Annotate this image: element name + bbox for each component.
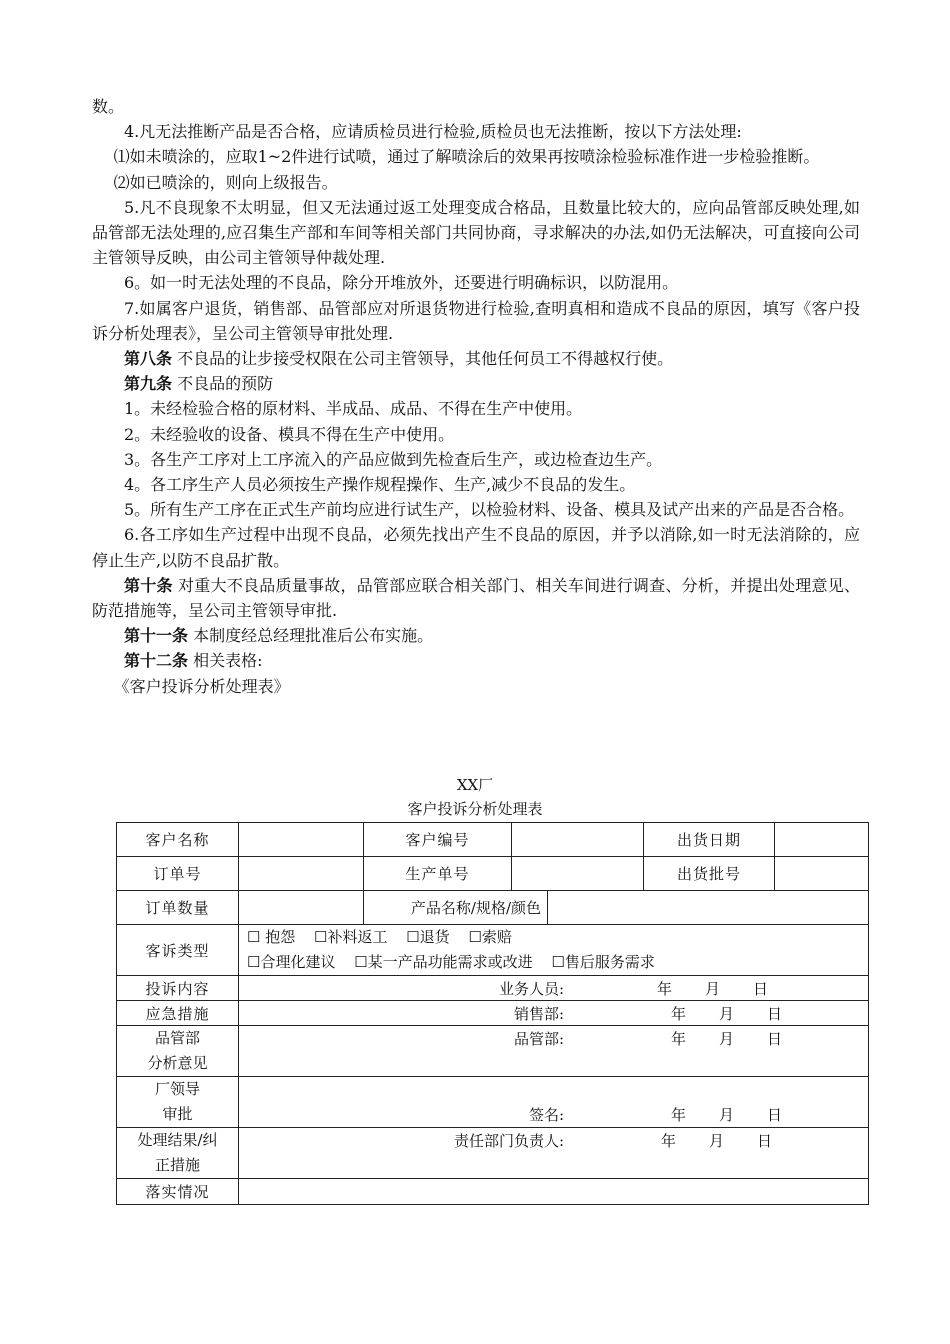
handling-result-line-2: 正措施 bbox=[154, 1156, 200, 1174]
complaint-type-label: 客诉类型 bbox=[117, 925, 239, 976]
emergency-cell[interactable] bbox=[239, 1001, 869, 1026]
checkbox-complain[interactable]: ☐ 抱怨 bbox=[247, 928, 296, 946]
responsible-label: 责任部门负责人: bbox=[453, 1132, 564, 1150]
article-title: 第八条 bbox=[124, 349, 173, 369]
sales-dept-label: 销售部: bbox=[513, 1004, 564, 1023]
paragraph: 4.凡无法推断产品是否合格，应请质检员进行检验,质检员也无法推断，按以下方法处理: bbox=[124, 122, 742, 142]
paragraph: 5.凡不良现象不太明显，但又无法通过返工处理变成合格品，且数量比较大的，应向品管部反映处理,如品管部无法处理的,应召集生产部和车间等相关部门共同协商，寻求解决的办法,如仍无法解决，可直接向公司主管领导反映，由公司主管领导仲裁处理. bbox=[92, 197, 860, 268]
year-label: 年 bbox=[670, 1106, 686, 1124]
checkbox-return[interactable]: ☐退货 bbox=[406, 928, 450, 946]
customer-no-cell[interactable] bbox=[512, 823, 644, 857]
article-text: 不良品的预防 bbox=[172, 374, 274, 394]
qc-dept-label: 品管部: bbox=[513, 1030, 564, 1048]
checkbox-suggestion[interactable]: ☐合理化建议 bbox=[247, 953, 336, 971]
article-8 bbox=[92, 346, 860, 371]
ship-batch-cell[interactable] bbox=[775, 857, 869, 891]
article-title: 第十一条 bbox=[124, 626, 189, 646]
implementation-label: 落实情况 bbox=[117, 1179, 239, 1205]
customer-name-cell[interactable] bbox=[239, 823, 364, 857]
factory-approval-label bbox=[117, 1077, 239, 1128]
handling-result-label bbox=[117, 1128, 239, 1179]
year-label: 年 bbox=[656, 979, 672, 998]
order-qty-label: 订单数量 bbox=[117, 891, 239, 925]
article-title: 第十二条 bbox=[124, 651, 189, 671]
order-qty-cell[interactable] bbox=[239, 891, 364, 925]
handling-result-cell[interactable] bbox=[239, 1128, 869, 1179]
body-text bbox=[92, 94, 860, 699]
month-label: 月 bbox=[704, 979, 720, 998]
year-label: 年 bbox=[660, 1132, 676, 1150]
day-label: 日 bbox=[752, 979, 768, 998]
factory-approval-cell[interactable] bbox=[239, 1077, 869, 1128]
paragraph: ⑴如未喷涂的，应取1~2件进行试喷，通过了解喷涂后的效果再按喷涂检验标准作进一步检验推断。 bbox=[113, 147, 820, 167]
options-row-2 bbox=[247, 950, 862, 975]
product-spec-label: 产品名称/规格/颜色 bbox=[364, 891, 548, 925]
year-label: 年 bbox=[670, 1030, 686, 1048]
list-item: 6.各工序如生产过程中出现不良品，必须先找出产生不良品的原因，并予以消除,如一时无法消除的，应停止生产,以防不良品扩散。 bbox=[92, 525, 860, 570]
factory-name: XX厂 bbox=[456, 776, 494, 794]
sales-person-label: 业务人员: bbox=[498, 979, 564, 998]
qc-opinion-line-1: 品管部 bbox=[154, 1029, 200, 1047]
checkbox-claim[interactable]: ☐索赔 bbox=[468, 928, 512, 946]
paragraph: 7.如属客户退货，销售部、品管部应对所退货物进行检验,查明真相和造成不良品的原因，填写《客户投诉分析处理表》，呈公司主管领导审批处理. bbox=[92, 298, 860, 343]
article-text: 相关表格: bbox=[188, 651, 263, 671]
qc-opinion-cell[interactable] bbox=[239, 1026, 869, 1077]
factory-approval-line-1: 厂领导 bbox=[154, 1080, 200, 1098]
checkbox-feature-request[interactable]: ☐某一产品功能需求或改进 bbox=[354, 953, 533, 971]
article-text: 本制度经总经理批准后公布实施。 bbox=[188, 626, 434, 646]
article-title: 第十条 bbox=[124, 575, 173, 595]
list-item: 2。未经验收的设备、模具不得在生产中使用。 bbox=[124, 424, 455, 444]
list-item: 4。各工序生产人员必须按生产操作规程操作、生产,减少不良品的发生。 bbox=[124, 475, 636, 495]
implementation-cell[interactable] bbox=[239, 1179, 869, 1205]
production-no-cell[interactable] bbox=[512, 857, 644, 891]
product-spec-cell[interactable] bbox=[548, 891, 869, 925]
month-label: 月 bbox=[718, 1106, 734, 1124]
ship-date-label: 出货日期 bbox=[644, 823, 775, 857]
article-11 bbox=[92, 623, 860, 648]
handling-result-line-1: 处理结果/纠 bbox=[137, 1131, 218, 1149]
qc-opinion-label bbox=[117, 1026, 239, 1077]
month-label: 月 bbox=[718, 1004, 734, 1023]
complaint-form-table bbox=[116, 822, 869, 1205]
day-label: 日 bbox=[766, 1004, 782, 1023]
article-10 bbox=[92, 573, 860, 623]
ship-batch-label: 出货批号 bbox=[644, 857, 775, 891]
article-12 bbox=[92, 648, 860, 673]
customer-name-label: 客户名称 bbox=[117, 823, 239, 857]
checkbox-after-sales[interactable]: ☐售后服务需求 bbox=[551, 953, 655, 971]
month-label: 月 bbox=[708, 1132, 724, 1150]
production-no-label: 生产单号 bbox=[364, 857, 512, 891]
factory-approval-line-2: 审批 bbox=[162, 1105, 193, 1123]
complaint-type-options bbox=[239, 925, 869, 976]
paragraph: 6。如一时无法处理的不良品，除分开堆放外，还要进行明确标识，以防混用。 bbox=[124, 273, 679, 293]
qc-opinion-line-2: 分析意见 bbox=[147, 1054, 208, 1072]
ship-date-cell[interactable] bbox=[775, 823, 869, 857]
paragraph: 数。 bbox=[92, 97, 125, 116]
day-label: 日 bbox=[766, 1030, 782, 1048]
signature-label: 签名: bbox=[528, 1106, 564, 1124]
emergency-label: 应急措施 bbox=[117, 1001, 239, 1026]
form-title: 客户投诉分析处理表 bbox=[407, 800, 543, 818]
month-label: 月 bbox=[718, 1030, 734, 1048]
order-no-label: 订单号 bbox=[117, 857, 239, 891]
form-reference: 《客户投诉分析处理表》 bbox=[113, 676, 290, 696]
complaint-content-label: 投诉内容 bbox=[117, 976, 239, 1001]
checkbox-rework[interactable]: ☐补料返工 bbox=[314, 928, 388, 946]
list-item: 3。各生产工序对上工序流入的产品应做到先检查后生产，或边检查边生产。 bbox=[124, 449, 663, 469]
article-9 bbox=[92, 371, 860, 396]
paragraph: ⑵如已喷涂的，则向上级报告。 bbox=[113, 172, 338, 192]
customer-no-label: 客户编号 bbox=[364, 823, 512, 857]
list-item: 1。未经检验合格的原材料、半成品、成品、不得在生产中使用。 bbox=[124, 399, 583, 419]
article-text: 对重大不良品质量事故，品管部应联合相关部门、相关车间进行调查、分析，并提出处理意见、防范措施等，呈公司主管领导审批. bbox=[92, 575, 860, 621]
order-no-cell[interactable] bbox=[239, 857, 364, 891]
article-title: 第九条 bbox=[124, 374, 173, 394]
year-label: 年 bbox=[670, 1004, 686, 1023]
options-row-1 bbox=[247, 925, 862, 950]
day-label: 日 bbox=[756, 1132, 772, 1150]
article-text: 不良品的让步接受权限在公司主管领导，其他任何员工不得越权行使。 bbox=[172, 349, 674, 369]
day-label: 日 bbox=[766, 1106, 782, 1124]
complaint-content-cell[interactable] bbox=[239, 976, 869, 1001]
list-item: 5。所有生产工序在正式生产前均应进行试生产，以检验材料、设备、模具及试产出来的产品是否合格。 bbox=[124, 500, 855, 520]
